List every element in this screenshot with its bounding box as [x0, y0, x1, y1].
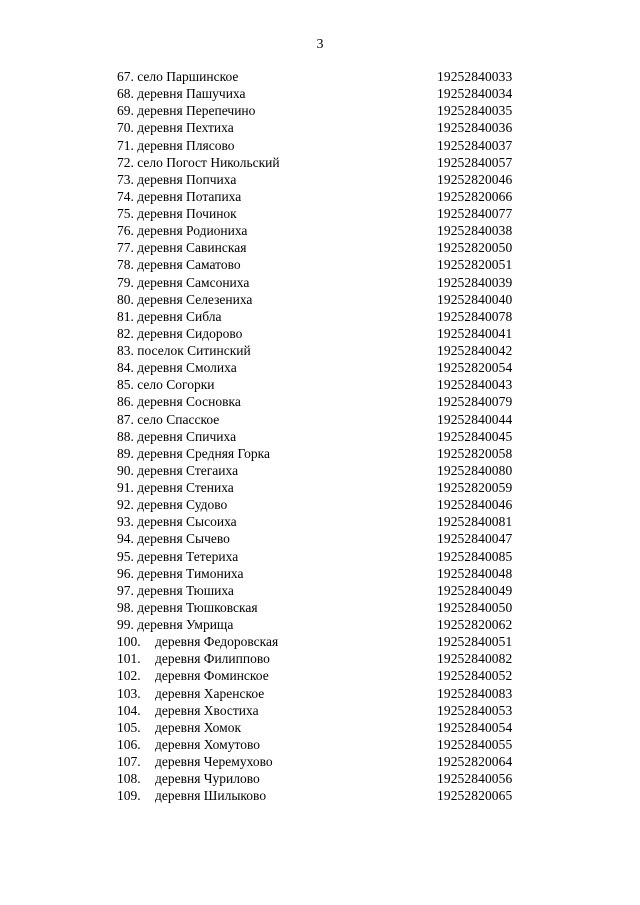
list-item: [0, 239, 640, 256]
oktmo-code: 19252820058: [437, 445, 513, 461]
settlement-name: село Паршинское: [137, 69, 239, 84]
oktmo-code: 19252840082: [437, 651, 513, 667]
settlement-entry: [117, 308, 222, 325]
settlement-entry: [117, 479, 234, 496]
item-number: 89.: [117, 445, 134, 461]
item-number: 90.: [117, 462, 134, 478]
settlement-entry: [117, 582, 234, 599]
list-item: [0, 222, 640, 239]
settlement-name: деревня Тюшиха: [137, 582, 234, 598]
list-item: [0, 702, 640, 719]
item-number: 83.: [117, 343, 134, 358]
list-item: [0, 685, 640, 702]
item-number: 73.: [117, 171, 134, 187]
item-number: 78.: [117, 257, 134, 273]
settlement-name: деревня Плясово: [137, 137, 235, 153]
oktmo-code: 19252840033: [437, 69, 513, 84]
oktmo-code: 19252820062: [437, 617, 513, 632]
settlement-name: деревня Черемухово: [155, 754, 273, 769]
settlement-name: деревня Савинская: [137, 240, 247, 256]
settlement-entry: [117, 102, 255, 119]
list-item: [0, 548, 640, 565]
oktmo-code: 19252840055: [437, 736, 513, 752]
list-item: [0, 787, 640, 804]
settlement-entry: [117, 599, 258, 616]
oktmo-code: 19252840040: [437, 291, 513, 307]
list-item: [0, 667, 640, 684]
settlement-name: деревня Сидорово: [137, 325, 243, 341]
item-number: 77.: [117, 240, 134, 256]
item-number: 103.: [117, 685, 141, 701]
oktmo-code: 19252840079: [437, 394, 513, 410]
list-item: [0, 171, 640, 188]
settlement-name: деревня Шилыково: [155, 788, 267, 804]
settlement-name: деревня Стениха: [137, 480, 234, 495]
item-number: 88.: [117, 428, 134, 444]
list-item: [0, 188, 640, 205]
item-number: 99.: [117, 617, 134, 632]
list-item: [0, 565, 640, 582]
oktmo-code: 19252840035: [437, 103, 513, 119]
settlement-name: село Погост Никольский: [137, 154, 280, 170]
settlement-name: деревня Саматово: [137, 257, 241, 273]
item-number: 84.: [117, 360, 134, 376]
list-item: [0, 496, 640, 513]
settlement-name: деревня Чурилово: [155, 771, 260, 787]
oktmo-code: 19252820054: [437, 360, 513, 376]
page-number: 3: [316, 37, 324, 52]
item-number: 93.: [117, 514, 134, 530]
item-number: 104.: [117, 702, 141, 718]
settlement-entry: [117, 496, 227, 513]
settlement-name: деревня Спичиха: [137, 428, 237, 444]
item-number: 92.: [117, 497, 134, 513]
settlement-entry: [117, 68, 238, 85]
list-item: [0, 616, 640, 633]
oktmo-code: 19252840037: [437, 137, 513, 153]
item-number: 97.: [117, 582, 134, 598]
item-number: 107.: [117, 754, 141, 769]
oktmo-code: 19252820064: [437, 754, 513, 769]
list-item: [0, 479, 640, 496]
oktmo-code: 19252820050: [437, 240, 513, 256]
list-item: [0, 154, 640, 171]
settlement-name: деревня Тетериха: [137, 548, 239, 564]
settlement-name: деревня Сосновка: [137, 394, 241, 410]
item-number: 108.: [117, 771, 141, 787]
item-number: 105.: [117, 719, 141, 735]
oktmo-code: 19252840045: [437, 428, 513, 444]
settlement-name: деревня Харенское: [155, 685, 265, 701]
settlement-name: деревня Попчиха: [137, 171, 237, 187]
oktmo-code: 19252840077: [437, 206, 513, 221]
settlement-entry: [117, 428, 236, 445]
list-item: [0, 428, 640, 445]
settlement-entry: [117, 222, 247, 239]
item-number: 70.: [117, 120, 134, 136]
list-item: [0, 753, 640, 770]
item-number: 102.: [117, 668, 141, 684]
settlement-name: село Согорки: [137, 377, 215, 393]
settlement-name: деревня Пашучиха: [137, 86, 246, 102]
oktmo-code: 19252820051: [437, 257, 513, 273]
list-item: [0, 119, 640, 136]
item-number: 79.: [117, 274, 134, 290]
settlement-entry: [117, 565, 243, 582]
settlement-name: поселок Ситинский: [137, 343, 251, 358]
item-number: 80.: [117, 291, 134, 307]
list-item: [0, 274, 640, 291]
settlement-entry: [117, 188, 241, 205]
oktmo-code: 19252840046: [437, 497, 513, 513]
settlement-name: деревня Тимониха: [137, 565, 244, 581]
oktmo-code: 19252840042: [437, 343, 513, 358]
list-item: [0, 359, 640, 376]
settlement-entry: [117, 325, 242, 342]
settlement-entry: [117, 154, 280, 171]
settlement-name: деревня Судово: [137, 497, 228, 513]
oktmo-code: 19252840038: [437, 223, 513, 239]
settlement-name: деревня Хомутово: [155, 736, 260, 752]
list-item: [0, 633, 640, 650]
oktmo-code: 19252840085: [437, 548, 513, 564]
item-number: 69.: [117, 103, 134, 119]
settlement-name: деревня Сычево: [137, 531, 230, 547]
settlement-name: деревня Федоровская: [155, 634, 279, 650]
list-item: [0, 650, 640, 667]
list-item: [0, 256, 640, 273]
item-number: 106.: [117, 736, 141, 752]
item-number: 109.: [117, 788, 141, 804]
item-number: 91.: [117, 480, 134, 495]
oktmo-code: 19252840054: [437, 719, 513, 735]
list-item: [0, 325, 640, 342]
list-item: [0, 599, 640, 616]
settlement-name: деревня Фоминское: [155, 668, 269, 684]
settlement-entry: [117, 445, 270, 462]
item-number: 98.: [117, 599, 134, 615]
item-number: 85.: [117, 377, 134, 393]
settlement-name: деревня Умрища: [137, 617, 234, 632]
oktmo-code: 19252840039: [437, 274, 513, 290]
settlement-name: деревня Сибла: [137, 308, 222, 324]
oktmo-code: 19252840081: [437, 514, 513, 530]
list-item: [0, 342, 640, 359]
settlement-entry: [117, 205, 237, 222]
list-item: [0, 102, 640, 119]
list-item: [0, 530, 640, 547]
settlement-name: деревня Хвостиха: [155, 702, 259, 718]
item-number: 74.: [117, 188, 134, 204]
settlement-name: деревня Хомок: [155, 719, 242, 735]
settlement-name: деревня Самсониха: [137, 274, 250, 290]
list-item: [0, 445, 640, 462]
settlement-entry: [117, 171, 236, 188]
item-number: 95.: [117, 548, 134, 564]
list-item: [0, 770, 640, 787]
item-number: 75.: [117, 206, 134, 221]
oktmo-code: 19252840050: [437, 599, 513, 615]
item-number: 76.: [117, 223, 134, 239]
list-item: [0, 462, 640, 479]
settlement-name: село Спасское: [137, 411, 220, 427]
oktmo-code: 19252840052: [437, 668, 513, 684]
settlement-name: деревня Потапиха: [137, 188, 242, 204]
oktmo-code: 19252820066: [437, 188, 513, 204]
settlement-name: деревня Родиониха: [137, 223, 248, 239]
settlement-entry: [117, 376, 215, 393]
oktmo-code: 19252840048: [437, 565, 513, 581]
settlement-name: деревня Починок: [137, 206, 237, 221]
list-item: [0, 582, 640, 599]
settlement-entry: [117, 342, 251, 359]
list-item: [0, 68, 640, 85]
settlement-entry: [117, 513, 237, 530]
settlement-entry: [117, 530, 230, 547]
list-item: [0, 308, 640, 325]
settlement-entry: [117, 411, 219, 428]
settlement-name: деревня Сысоиха: [137, 514, 237, 530]
oktmo-code: 19252840078: [437, 308, 513, 324]
list-item: [0, 411, 640, 428]
oktmo-code: 19252840051: [437, 634, 513, 650]
item-number: 96.: [117, 565, 134, 581]
item-number: 71.: [117, 137, 134, 153]
oktmo-code: 19252840083: [437, 685, 513, 701]
settlement-entry: [117, 119, 234, 136]
settlement-entry: [117, 359, 237, 376]
oktmo-code: 19252840044: [437, 411, 513, 427]
oktmo-code: 19252840036: [437, 120, 513, 136]
list-item: [0, 513, 640, 530]
oktmo-code: 19252820046: [437, 171, 513, 187]
settlement-entry: [117, 393, 241, 410]
list-item: [0, 291, 640, 308]
item-number: 72.: [117, 154, 134, 170]
item-number: 87.: [117, 411, 134, 427]
list-item: [0, 393, 640, 410]
settlement-entry: [117, 137, 235, 154]
oktmo-code: 19252840034: [437, 86, 513, 102]
settlement-entry: [117, 85, 246, 102]
oktmo-code: 19252840053: [437, 702, 513, 718]
settlement-name: деревня Смолиха: [137, 360, 237, 376]
list-item: [0, 137, 640, 154]
item-number: 101.: [117, 651, 141, 667]
settlement-list: [0, 68, 640, 804]
settlement-name: деревня Филиппово: [155, 651, 270, 667]
settlement-entry: [117, 548, 238, 565]
item-number: 86.: [117, 394, 134, 410]
item-number: 81.: [117, 308, 134, 324]
item-number: 94.: [117, 531, 134, 547]
settlement-name: деревня Перепечино: [137, 103, 256, 119]
item-number: 67.: [117, 69, 134, 84]
settlement-name: деревня Селезениха: [137, 291, 253, 307]
oktmo-code: 19252820059: [437, 480, 513, 495]
oktmo-code: 19252840047: [437, 531, 513, 547]
oktmo-code: 19252840057: [437, 154, 513, 170]
oktmo-code: 19252840049: [437, 582, 513, 598]
settlement-name: деревня Тюшковская: [137, 599, 258, 615]
settlement-name: деревня Стегаиха: [137, 462, 239, 478]
item-number: 82.: [117, 325, 134, 341]
settlement-entry: [117, 462, 238, 479]
settlement-name: деревня Пехтиха: [137, 120, 234, 136]
settlement-entry: [117, 256, 241, 273]
oktmo-code: 19252820065: [437, 788, 513, 804]
settlement-entry: [117, 274, 249, 291]
list-item: [0, 205, 640, 222]
list-item: [0, 85, 640, 102]
settlement-entry: [117, 291, 252, 308]
item-number: 100.: [117, 634, 141, 650]
oktmo-code: 19252840056: [437, 771, 513, 787]
list-item: [0, 719, 640, 736]
settlement-name: деревня Средняя Горка: [137, 445, 270, 461]
item-number: 68.: [117, 86, 134, 102]
oktmo-code: 19252840043: [437, 377, 513, 393]
oktmo-code: 19252840041: [437, 325, 513, 341]
list-item: [0, 376, 640, 393]
settlement-entry: [117, 239, 246, 256]
list-item: [0, 736, 640, 753]
settlement-entry: [117, 616, 233, 633]
oktmo-code: 19252840080: [437, 462, 513, 478]
